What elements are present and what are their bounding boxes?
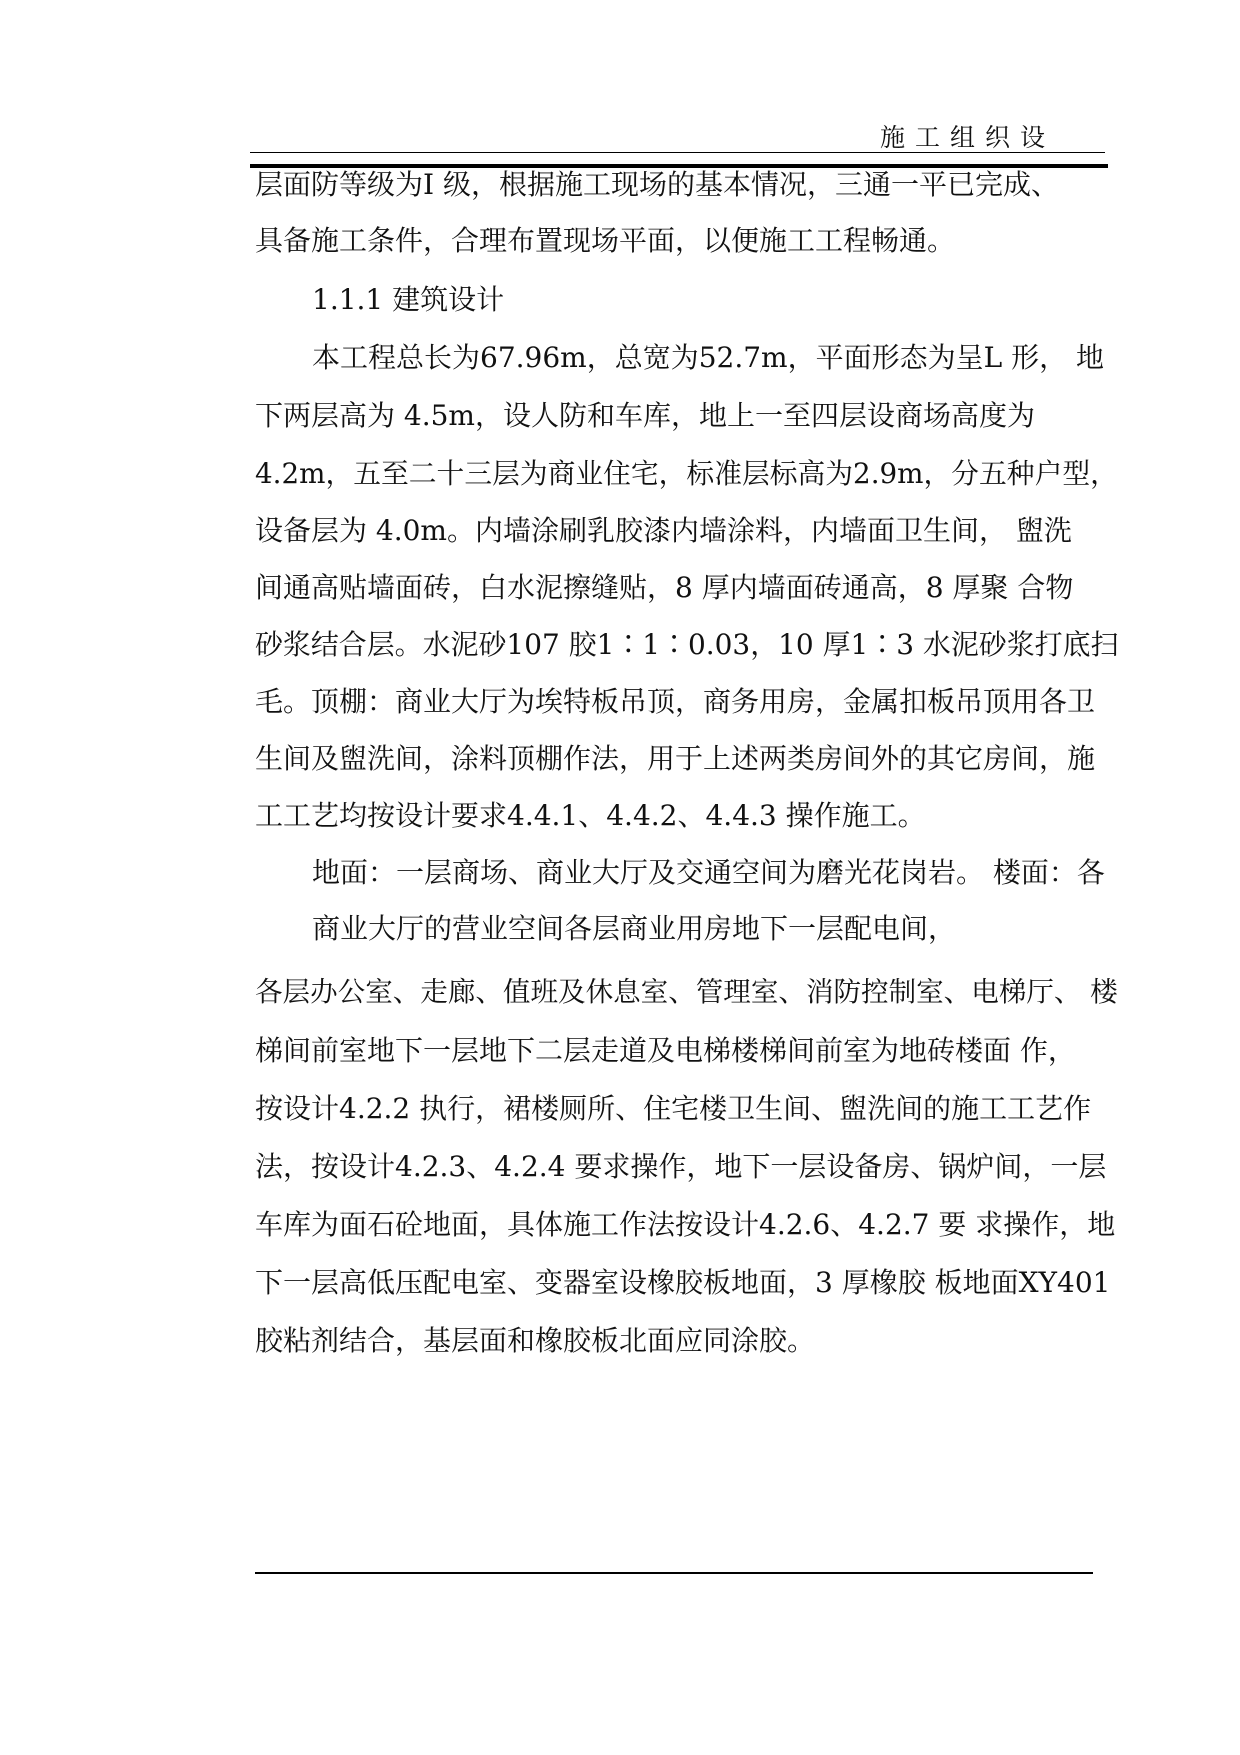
text-line: 4.2m，五至二十三层为商业住宅，标准层标高为2.9m，分五种户型， [255, 457, 1118, 490]
text-line: 商业大厅的营业空间各层商业用房地下一层配电间， [312, 912, 957, 945]
text-line: 设备层为 4.0m。内墙涂刷乳胶漆内墙涂料，内墙面卫生间， 盥洗 [255, 514, 1072, 547]
text-line: 车库为面石砼地面，具体施工作法按设计4.2.6、4.2.7 要 求操作，地 [255, 1208, 1116, 1241]
text-line: 梯间前室地下一层地下二层走道及电梯楼梯间前室为地砖楼面 作， [255, 1034, 1076, 1067]
text-line: 砂浆结合层。水泥砂107 胶1∶1∶0.03，10 厚1∶3 水泥砂浆打底扫 [255, 628, 1119, 661]
section-heading: 1.1.1 建筑设计 [312, 283, 505, 316]
text-line: 工工艺均按设计要求4.4.1、4.4.2、4.4.3 操作施工。 [255, 799, 926, 832]
text-line: 本工程总长为67.96m，总宽为52.7m，平面形态为呈L 形， 地 [312, 341, 1105, 374]
text-line: 间通高贴墙面砖，白水泥擦缝贴，8 厚内墙面砖通高，8 厚聚 合物 [255, 571, 1074, 604]
header-rule-thin [250, 152, 1105, 153]
text-line: 生间及盥洗间，涂料顶棚作法，用于上述两类房间外的其它房间，施 [255, 742, 1096, 775]
text-line: 胶粘剂结合，基层面和橡胶板北面应同涂胶。 [255, 1324, 816, 1357]
text-line: 下两层高为 4.5m，设人防和车库，地上一至四层设商场高度为 [255, 399, 1035, 432]
text-line: 按设计4.2.2 执行，裙楼厕所、住宅楼卫生间、盥洗间的施工工艺作 [255, 1092, 1092, 1125]
text-line: 法，按设计4.2.3、4.2.4 要求操作，地下一层设备房、锅炉间，一层 [255, 1150, 1107, 1183]
text-line: 各层办公室、走廊、值班及休息室、管理室、消防控制室、电梯厅、 楼 [255, 976, 1118, 1008]
text-line: 层面防等级为I 级，根据施工现场的基本情况，三通一平已完成、 [255, 168, 1059, 201]
text-line: 地面：一层商场、商业大厅及交通空间为磨光花岗岩。 楼面：各 [312, 856, 1105, 889]
footer-rule [255, 1572, 1093, 1574]
text-line: 毛。顶棚：商业大厅为埃特板吊顶，商务用房，金属扣板吊顶用各卫 [255, 685, 1096, 718]
page-header-title: 施工组织设 [880, 123, 1056, 152]
text-line: 下一层高低压配电室、变器室设橡胶板地面，3 厚橡胶 板地面XY401 [255, 1266, 1111, 1299]
text-line: 具备施工条件，合理布置现场平面，以便施工工程畅通。 [255, 224, 956, 257]
